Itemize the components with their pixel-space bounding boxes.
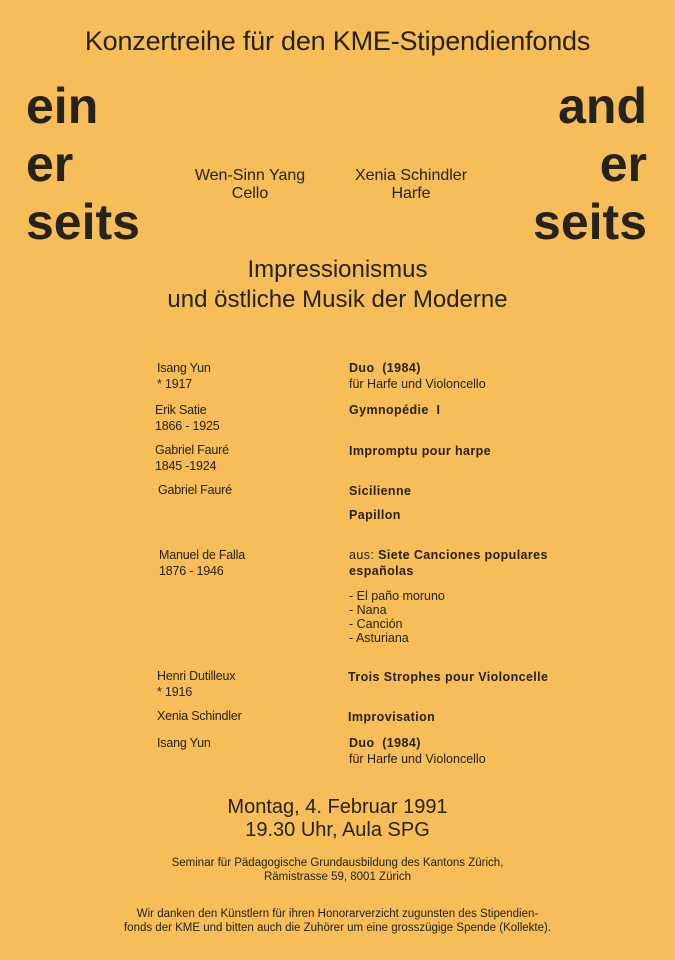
work-title: Trois Strophes pour Violoncelle <box>348 670 549 684</box>
work-duo-2 <box>349 735 486 767</box>
composer-name: Erik Satie <box>155 403 207 417</box>
work-trois-strophes <box>348 669 548 685</box>
title-right-line: seits <box>533 194 647 250</box>
work-title: Gymnopédie I <box>349 403 441 417</box>
composer-name: Henri Dutilleux <box>157 669 236 683</box>
work-sicilienne <box>349 483 411 499</box>
work-impromptu <box>349 443 491 459</box>
composer-dutilleux <box>157 668 235 700</box>
work-title: Impromptu pour harpe <box>349 444 492 458</box>
title-left-line: er <box>26 136 74 192</box>
work-title-cont: españolas <box>349 564 414 578</box>
venue-line: Seminar für Pädagogische Grundausbildung des Kantons Zürich, <box>171 857 504 869</box>
venue-line: Rämistrasse 59, 8001 Zürich <box>263 871 411 883</box>
title-right-line: and <box>558 78 647 134</box>
work-title-main: Siete Canciones populares <box>378 548 548 562</box>
work-title: Duo (1984) <box>349 361 421 375</box>
subtitle-line: und östliche Musik der Moderne <box>167 286 508 313</box>
composer-dates: * 1916 <box>157 685 192 699</box>
composer-name: Gabriel Fauré <box>158 483 232 497</box>
thanks-line: Wir danken den Künstlern für ihren Honorarverzicht zugunsten des Stipendien- <box>136 908 539 920</box>
composer-yun-2 <box>157 735 211 751</box>
song-item: - Nana <box>349 603 387 617</box>
performer-cello <box>188 167 312 203</box>
composer-dates: 1866 - 1925 <box>155 419 220 433</box>
work-gymnopedie <box>349 402 440 418</box>
performer-name: Xenia Schindler <box>354 167 468 184</box>
composer-satie <box>155 402 220 434</box>
composer-dates: 1845 -1924 <box>155 459 217 473</box>
subtitle <box>0 255 675 315</box>
title-right <box>533 77 647 251</box>
work-title <box>349 547 548 563</box>
work-subtitle: für Harfe und Violoncello <box>349 752 486 766</box>
performer-instrument: Cello <box>231 185 269 202</box>
event-time-place: 19.30 Uhr, Aula SPG <box>245 819 430 841</box>
venue-address <box>0 856 675 884</box>
thanks-line: fonds der KME und bitten auch die Zuhörer um eine grosszügige Spende (Kollekte). <box>123 922 552 934</box>
composer-schindler <box>157 708 242 724</box>
work-title: Papillon <box>349 508 401 522</box>
work-title: Duo (1984) <box>349 736 421 750</box>
composer-falla <box>159 547 245 579</box>
performer-instrument: Harfe <box>391 185 431 202</box>
composer-dates: * 1917 <box>157 377 192 391</box>
work-papillon <box>349 507 401 523</box>
composer-name: Isang Yun <box>157 361 211 375</box>
work-title-prefix: aus: <box>349 548 379 562</box>
series-title: Konzertreihe für den KME-Stipendienfonds <box>84 26 591 56</box>
thanks-note <box>0 907 675 935</box>
composer-name: Isang Yun <box>157 736 211 750</box>
song-item: - Canción <box>349 617 403 631</box>
event-info <box>0 796 675 842</box>
work-subtitle: für Harfe und Violoncello <box>349 377 486 391</box>
event-date: Montag, 4. Februar 1991 <box>227 796 448 818</box>
title-left <box>26 77 140 251</box>
title-left-line: seits <box>26 194 140 250</box>
composer-name: Manuel de Falla <box>159 548 245 562</box>
composer-faure-2 <box>158 482 232 498</box>
composer-faure <box>155 442 229 474</box>
work-title: Sicilienne <box>349 484 412 498</box>
work-siete-canciones <box>349 547 548 645</box>
work-improvisation <box>348 709 435 725</box>
composer-dates: 1876 - 1946 <box>159 564 224 578</box>
work-title: Improvisation <box>348 710 436 724</box>
subtitle-line: Impressionismus <box>247 256 428 283</box>
performer-name: Wen-Sinn Yang <box>194 167 306 184</box>
composer-name: Xenia Schindler <box>157 709 242 723</box>
title-right-line: er <box>599 136 647 192</box>
performer-harp <box>343 167 479 203</box>
song-item: - Asturiana <box>349 631 409 645</box>
composer-yun <box>157 360 211 392</box>
composer-name: Gabriel Fauré <box>155 443 229 457</box>
song-item: - El paño moruno <box>349 589 445 603</box>
title-left-line: ein <box>26 78 99 134</box>
work-duo <box>349 360 486 392</box>
